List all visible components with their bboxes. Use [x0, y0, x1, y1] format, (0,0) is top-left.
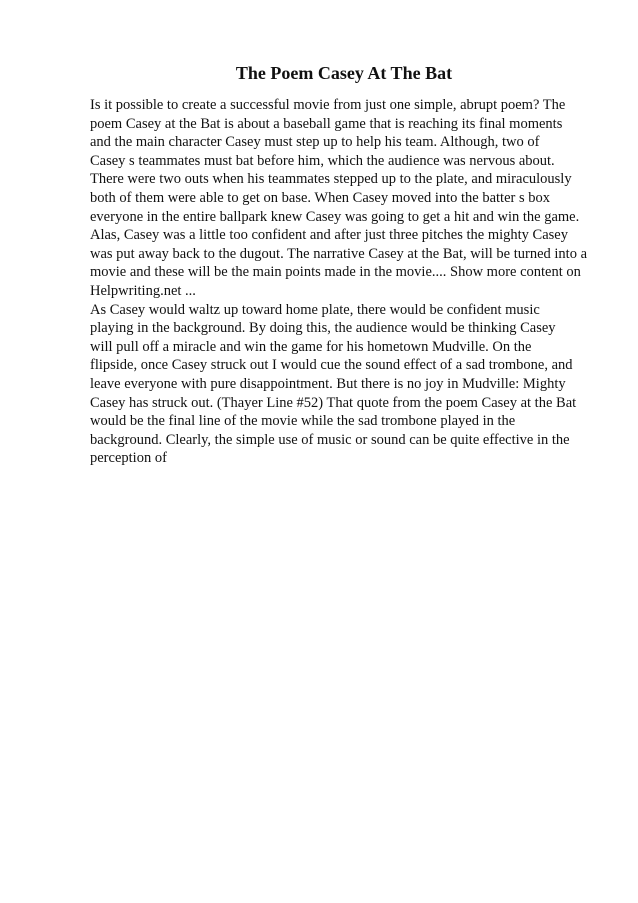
body-line: Helpwriting.net ...	[90, 282, 196, 299]
body-line: everyone in the entire ballpark knew Casey was going to get a hit and win the game.	[90, 208, 580, 225]
body-line: As Casey would waltz up toward home plate, there would be confident music	[90, 301, 540, 318]
body-line: flipside, once Casey struck out I would cue the sound effect of a sad trombone, and	[90, 357, 573, 374]
body-line: There were two outs when his teammates stepped up to the plate, and miraculously	[90, 171, 572, 188]
body-line: will pull off a miracle and win the game for his hometown Mudville. On the	[90, 338, 532, 355]
body-line: Casey s teammates must bat before him, which the audience was nervous about.	[90, 152, 555, 169]
body-line: playing in the background. By doing this, the audience would be thinking Casey	[90, 320, 556, 337]
body-line: poem Casey at the Bat is about a baseball game that is reaching its final moments	[90, 115, 563, 132]
body-line: was put away back to the dugout. The narrative Casey at the Bat, will be turned into a	[90, 245, 588, 262]
body-line: Alas, Casey was a little too confident and after just three pitches the mighty Casey	[90, 227, 568, 244]
body-line: movie and these will be the main points made in the movie.... Show more content on	[90, 264, 581, 281]
body-line: background. Clearly, the simple use of music or sound can be quite effective in the	[90, 431, 570, 448]
body-line: would be the final line of the movie while the sad trombone played in the	[90, 413, 516, 430]
document-title: The Poem Casey At The Bat	[235, 63, 453, 83]
document-body	[90, 96, 630, 468]
body-line: both of them were able to get on base. When Casey moved into the batter s box	[90, 189, 550, 206]
body-line: and the main character Casey must step up to help his team. Although, two of	[90, 134, 540, 151]
body-line: leave everyone with pure disappointment. But there is no joy in Mudville: Mighty	[90, 375, 566, 392]
body-line: Casey has struck out. (Thayer Line #52) That quote from the poem Casey at the Bat	[90, 394, 577, 411]
body-line: perception of	[90, 450, 167, 467]
body-line: Is it possible to create a successful movie from just one simple, abrupt poem? The	[90, 97, 566, 113]
